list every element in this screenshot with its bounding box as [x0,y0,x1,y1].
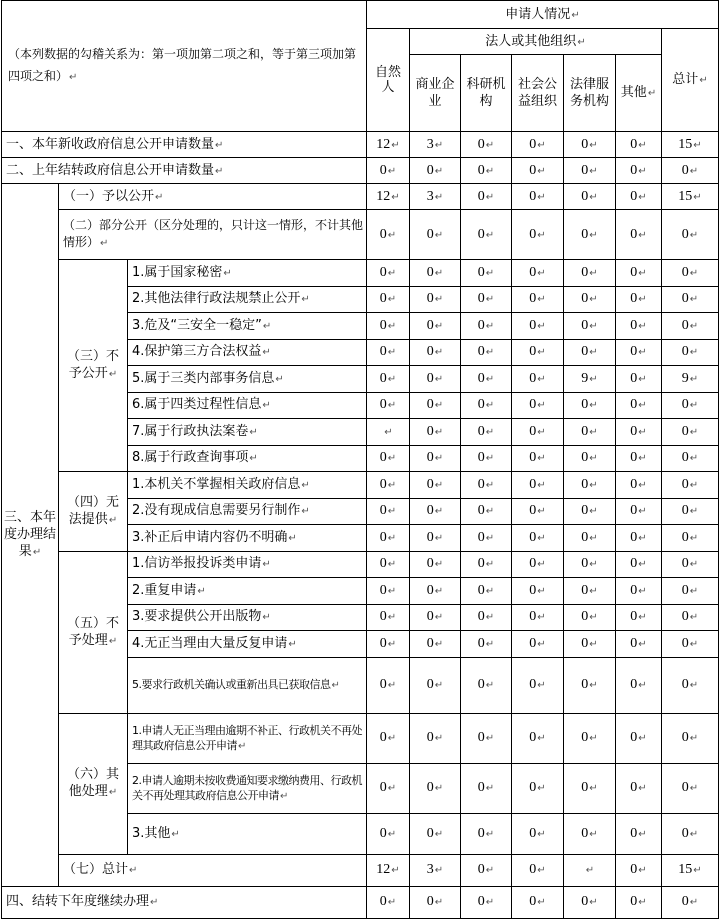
value-cell: 0↵ [564,184,616,210]
value-cell: 0↵ [512,286,564,313]
item-label: 5.属于三类内部事务信息↵ [128,366,367,393]
value-cell: 0↵ [410,210,461,260]
value-cell: 0↵ [616,886,662,918]
value-cell: 0↵ [367,657,410,713]
group-label: （三）不予公开↵ [59,260,128,472]
table-row [2,260,719,287]
value-cell: 0↵ [564,886,616,918]
item-label: 5.要求行政机关确认或重新出具已获取信息↵ [128,657,367,713]
value-cell: 0↵ [461,392,512,419]
value-cell: 0↵ [616,763,662,813]
value-cell: 0↵ [410,313,461,340]
value-cell: 0↵ [616,184,662,210]
value-cell: 0↵ [461,445,512,472]
value-cell: 0↵ [512,763,564,813]
item-label: 2.没有现成信息需要另行制作↵ [128,498,367,525]
value-cell: 0↵ [662,631,719,658]
value-cell: 0↵ [461,286,512,313]
item-label: 2.其他法律行政法规禁止公开↵ [128,286,367,313]
row-label: （一）予以公开↵ [59,184,367,210]
value-cell: 3↵ [410,184,461,210]
value-cell: 0↵ [662,286,719,313]
value-cell: 0↵ [662,419,719,446]
value-cell: 0↵ [367,472,410,499]
value-cell: 0↵ [512,525,564,552]
value-cell: 0↵ [461,158,512,184]
value-cell: 0↵ [367,366,410,393]
header-other: 其他↵ [616,55,662,132]
value-cell: 0↵ [512,854,564,886]
row-label: 一、本年新收政府信息公开申请数量↵ [2,132,367,158]
value-cell: 0↵ [662,886,719,918]
value-cell: 0↵ [512,886,564,918]
value-cell: 0↵ [512,604,564,631]
value-cell: 0↵ [367,525,410,552]
value-cell: 0↵ [410,158,461,184]
value-cell: 0↵ [367,286,410,313]
table-row [2,886,719,918]
value-cell: 0↵ [512,260,564,287]
value-cell: 0↵ [367,210,410,260]
value-cell: 0↵ [662,604,719,631]
value-cell: 0↵ [512,578,564,605]
value-cell: 0↵ [410,392,461,419]
value-cell: 0↵ [461,498,512,525]
value-cell: 0↵ [616,631,662,658]
value-cell: 0↵ [461,339,512,366]
value-cell: 0↵ [512,210,564,260]
value-cell: 0↵ [461,260,512,287]
value-cell: 0↵ [461,657,512,713]
value-cell: 0↵ [662,339,719,366]
value-cell: 0↵ [461,886,512,918]
row-label: （七）总计↵ [59,854,367,886]
value-cell: 0↵ [367,313,410,340]
value-cell: 0↵ [616,472,662,499]
value-cell: 0↵ [564,392,616,419]
table-row [2,158,719,184]
value-cell: 0↵ [461,210,512,260]
value-cell: 0↵ [461,713,512,763]
value-cell: 9↵ [564,366,616,393]
value-cell: 0↵ [410,366,461,393]
item-label: 1.属于国家秘密↵ [128,260,367,287]
value-cell: 0↵ [367,498,410,525]
value-cell: 0↵ [662,313,719,340]
value-cell: 0↵ [662,392,719,419]
value-cell: 0↵ [461,313,512,340]
value-cell: 0↵ [410,631,461,658]
value-cell: 0↵ [564,260,616,287]
item-label: 4.保护第三方合法权益↵ [128,339,367,366]
header-legal: 法人或其他组织↵ [410,29,662,55]
value-cell: 0↵ [564,498,616,525]
value-cell: 0↵ [512,366,564,393]
value-cell: 0↵ [662,498,719,525]
item-label: 3.补正后申请内容仍不明确↵ [128,525,367,552]
item-label: 8.属于行政查询事项↵ [128,445,367,472]
value-cell: 0↵ [564,132,616,158]
value-cell: 0↵ [410,604,461,631]
value-cell: 0↵ [616,158,662,184]
value-cell: 0↵ [616,551,662,578]
value-cell: 0↵ [662,551,719,578]
value-cell: 0↵ [512,498,564,525]
table-row [2,132,719,158]
value-cell: 0↵ [564,813,616,854]
item-label: 1.本机关不掌握相关政府信息↵ [128,472,367,499]
value-cell: 0↵ [662,525,719,552]
value-cell: 0↵ [461,578,512,605]
value-cell: 0↵ [367,551,410,578]
value-cell: 0↵ [410,260,461,287]
table-row [2,551,719,578]
value-cell: 0↵ [410,286,461,313]
value-cell: 0↵ [367,813,410,854]
value-cell: 0↵ [410,657,461,713]
value-cell: 0↵ [616,854,662,886]
value-cell: 0↵ [512,813,564,854]
value-cell: 0↵ [512,472,564,499]
row-label: 二、上年结转政府信息公开申请数量↵ [2,158,367,184]
value-cell: 0↵ [564,313,616,340]
value-cell: 0↵ [410,813,461,854]
value-cell: 0↵ [662,260,719,287]
group-label: （五）不予处理↵ [59,551,128,713]
value-cell: 0↵ [564,713,616,763]
value-cell: 15↵ [662,184,719,210]
header-social: 社会公益组织 [512,55,564,132]
value-cell: 3↵ [410,132,461,158]
value-cell: 0↵ [616,713,662,763]
item-label: 3.要求提供公开出版物↵ [128,604,367,631]
value-cell: 0↵ [410,763,461,813]
value-cell: 0↵ [616,604,662,631]
value-cell: 0↵ [616,445,662,472]
value-cell: 0↵ [564,604,616,631]
value-cell: 0↵ [512,713,564,763]
table-row [2,210,719,260]
value-cell: 12↵ [367,854,410,886]
group-label: （六）其他处理↵ [59,713,128,854]
value-cell: 0↵ [564,525,616,552]
value-cell: 0↵ [461,472,512,499]
value-cell: 0↵ [564,763,616,813]
value-cell: 0↵ [367,260,410,287]
value-cell: 0↵ [564,339,616,366]
value-cell: 0↵ [410,551,461,578]
value-cell: 0↵ [410,886,461,918]
value-cell: 0↵ [461,813,512,854]
item-label: 1.申请人无正当理由逾期不补正、行政机关不再处理其政府信息公开申请↵ [128,713,367,763]
value-cell: ↵ [367,419,410,446]
table-row [2,184,719,210]
value-cell: 0↵ [616,260,662,287]
value-cell: 0↵ [616,339,662,366]
value-cell: 0↵ [512,313,564,340]
value-cell: 0↵ [616,392,662,419]
value-cell: 0↵ [616,419,662,446]
row-label: （二）部分公开（区分处理的，只计这一情形，不计其他情形）↵ [59,210,367,260]
value-cell: 0↵ [410,339,461,366]
value-cell: 0↵ [616,578,662,605]
value-cell: 0↵ [564,286,616,313]
value-cell: 0↵ [410,713,461,763]
value-cell: 15↵ [662,132,719,158]
value-cell: 0↵ [662,445,719,472]
header-research: 科研机构 [461,55,512,132]
value-cell: 12↵ [367,132,410,158]
table-row [2,472,719,499]
value-cell: 0↵ [461,366,512,393]
group-label: （四）无法提供↵ [59,472,128,552]
value-cell: 0↵ [410,498,461,525]
value-cell: 0↵ [410,525,461,552]
item-label: 3.其他↵ [128,813,367,854]
value-cell: 0↵ [367,713,410,763]
value-cell: 0↵ [512,184,564,210]
item-label: 4.无正当理由大量反复申请↵ [128,631,367,658]
header-law: 法律服务机构 [564,55,616,132]
value-cell: 0↵ [564,578,616,605]
value-cell: 9↵ [662,366,719,393]
value-cell: 0↵ [367,763,410,813]
value-cell: 0↵ [461,854,512,886]
value-cell: 0↵ [367,631,410,658]
value-cell: 0↵ [512,132,564,158]
value-cell: 0↵ [367,578,410,605]
value-cell: 0↵ [662,763,719,813]
value-cell: 0↵ [367,886,410,918]
header-commercial: 商业企业 [410,55,461,132]
value-cell: 0↵ [616,498,662,525]
value-cell: 0↵ [662,578,719,605]
value-cell: 0↵ [512,551,564,578]
value-cell: 0↵ [512,419,564,446]
value-cell: 0↵ [564,419,616,446]
value-cell: 0↵ [564,551,616,578]
value-cell: 0↵ [564,210,616,260]
value-cell: 0↵ [461,132,512,158]
value-cell: 12↵ [367,184,410,210]
value-cell: 0↵ [367,158,410,184]
value-cell: 0↵ [512,339,564,366]
value-cell: 0↵ [616,286,662,313]
value-cell: 0↵ [564,631,616,658]
header-note: （本列数据的勾稽关系为：第一项加第二项之和，等于第三项加第四项之和）↵ [2,1,367,132]
item-label: 2.申请人逾期未按收费通知要求缴纳费用、行政机关不再处理其政府信息公开申请↵ [128,763,367,813]
value-cell: 0↵ [662,210,719,260]
value-cell: 0↵ [367,445,410,472]
value-cell: 0↵ [367,604,410,631]
item-label: 3.危及“三安全一稳定”↵ [128,313,367,340]
value-cell: 0↵ [662,158,719,184]
value-cell: 0↵ [564,445,616,472]
value-cell: 0↵ [662,472,719,499]
value-cell: 0↵ [564,472,616,499]
value-cell: 0↵ [512,445,564,472]
value-cell: 0↵ [662,813,719,854]
value-cell: 0↵ [512,657,564,713]
item-label: 2.重复申请↵ [128,578,367,605]
value-cell: 0↵ [461,525,512,552]
header-applicant: 申请人情况↵ [367,1,719,29]
value-cell: ↵ [564,854,616,886]
value-cell: 0↵ [616,525,662,552]
value-cell: 0↵ [512,392,564,419]
value-cell: 0↵ [461,604,512,631]
application-stats-table [1,0,719,919]
value-cell: 0↵ [616,366,662,393]
value-cell: 0↵ [461,763,512,813]
value-cell: 0↵ [461,551,512,578]
value-cell: 0↵ [616,813,662,854]
value-cell: 3↵ [410,854,461,886]
section-result-label: 三、本年度办理结果↵ [2,184,59,887]
row-label: 四、结转下年度继续办理↵ [2,886,367,918]
table-row [2,713,719,763]
value-cell: 0↵ [662,713,719,763]
value-cell: 0↵ [461,631,512,658]
value-cell: 0↵ [616,132,662,158]
header-total: 总计↵ [662,29,719,132]
value-cell: 0↵ [564,657,616,713]
value-cell: 0↵ [616,657,662,713]
value-cell: 0↵ [616,210,662,260]
value-cell: 0↵ [410,445,461,472]
value-cell: 0↵ [512,631,564,658]
item-label: 6.属于四类过程性信息↵ [128,392,367,419]
value-cell: 0↵ [410,578,461,605]
item-label: 7.属于行政执法案卷↵ [128,419,367,446]
value-cell: 0↵ [616,313,662,340]
value-cell: 0↵ [410,419,461,446]
value-cell: 0↵ [564,158,616,184]
value-cell: 0↵ [512,158,564,184]
value-cell: 0↵ [367,339,410,366]
table-row [2,854,719,886]
value-cell: 15↵ [662,854,719,886]
value-cell: 0↵ [662,657,719,713]
value-cell: 0↵ [410,472,461,499]
value-cell: 0↵ [367,392,410,419]
value-cell: 0↵ [461,419,512,446]
item-label: 1.信访举报投诉类申请↵ [128,551,367,578]
value-cell: 0↵ [461,184,512,210]
header-natural: 自然人 [367,29,410,132]
